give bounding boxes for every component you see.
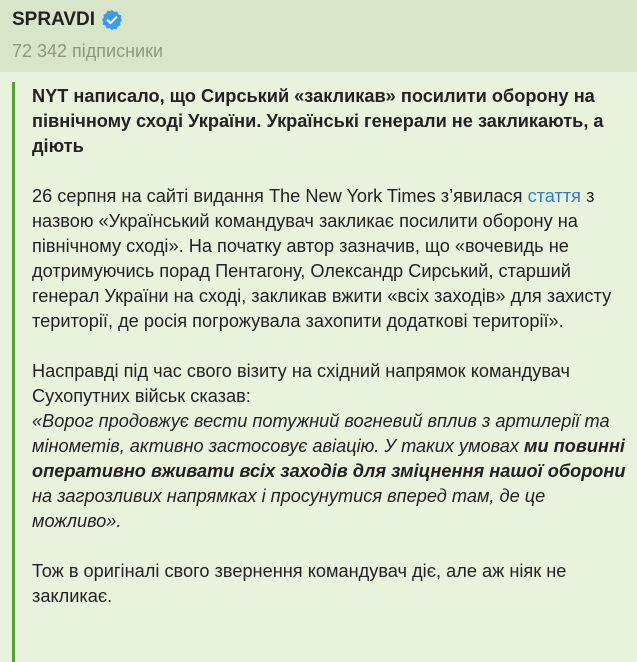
spacer: [32, 159, 632, 184]
paragraph-2-intro: Насправді під час свого візиту на східний напрямок командувач Сухопутних військ сказав:: [32, 361, 570, 406]
channel-header: [0, 0, 637, 72]
paragraph-1-text-b: з назвою «Український командувач закликає посилити оборону на північному сході». На початку автор зазначив, що «вочевидь не дотримуючись порад Пентагону, Олександр Сирський, старший генерал України на сході, закликав вжити «всіх заходів» для захисту території, де росія погрожувала захопити додаткові території».: [32, 186, 612, 331]
quote-paragraph: [32, 409, 632, 534]
channel-title[interactable]: [12, 9, 123, 31]
post-title: NYT написало, що Сирський «закликав» посилити оборону на північному сході України. Українські генерали не закликають, а діють: [32, 86, 604, 156]
quote-text-b: на загрозливих напрямках і просунутися вперед там, де це можливо».: [32, 486, 546, 531]
post-content: [32, 84, 632, 609]
subscriber-count: 72 342 підписники: [12, 41, 164, 61]
article-link[interactable]: стаття: [527, 186, 582, 206]
channel-name[interactable]: SPRAVDI: [12, 9, 96, 30]
quote-text-a: «Ворог продовжує вести потужний вогневий вплив з артилерії та мінометів, активно застосовує авіацію. У таких умовах: [32, 411, 610, 456]
spacer: [32, 534, 632, 559]
verified-badge-icon: [101, 9, 123, 31]
post-accent-bar: [12, 82, 15, 662]
post-card: [0, 72, 637, 662]
spacer: [32, 334, 632, 359]
paragraph-3: Тож в оригіналі свого звернення командувач діє, але аж ніяк не закликає.: [32, 561, 567, 606]
paragraph-1: [32, 184, 632, 334]
quote-bold-text: ми повинні оперативно вживати всіх заходів для зміцнення нашої оборони: [32, 436, 626, 481]
paragraph-1-text-a: 26 серпня на сайті видання The New York Times з’явилася: [32, 186, 528, 206]
